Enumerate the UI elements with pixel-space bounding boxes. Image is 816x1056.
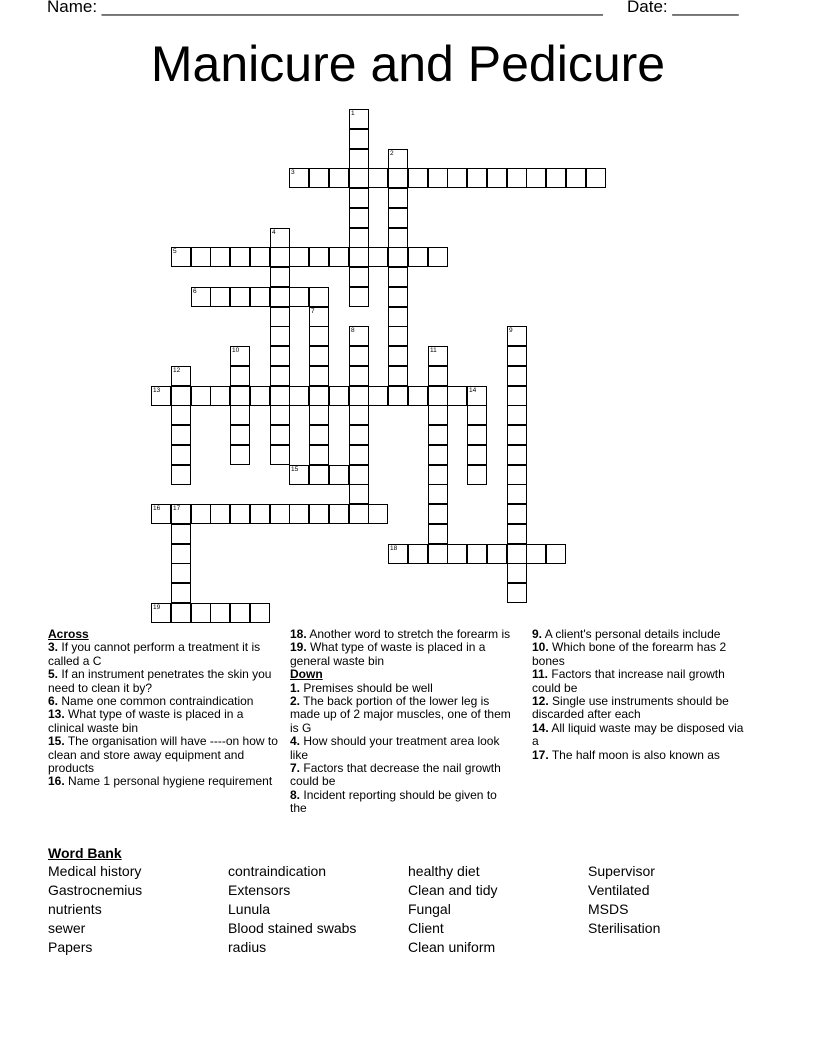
crossword-cell[interactable] bbox=[270, 504, 290, 524]
crossword-cell[interactable] bbox=[507, 583, 527, 603]
word-bank-item: Lunula bbox=[228, 901, 271, 917]
clue-down-9: 9. A client's personal details include bbox=[532, 627, 721, 641]
crossword-cell[interactable] bbox=[388, 228, 408, 248]
word-bank-item: Extensors bbox=[228, 882, 291, 898]
word-bank-item: Blood stained swabs bbox=[228, 920, 357, 936]
crossword-cell[interactable] bbox=[467, 465, 487, 485]
clue-number: 5 bbox=[173, 248, 177, 255]
crossword-cell[interactable] bbox=[289, 386, 309, 406]
crossword-cell[interactable] bbox=[349, 484, 369, 504]
crossword-cell[interactable] bbox=[230, 366, 250, 386]
word-bank-item: Clean uniform bbox=[408, 939, 496, 955]
word-bank-item: contraindication bbox=[228, 863, 327, 879]
crossword-cell[interactable] bbox=[408, 544, 428, 564]
word-bank-item: Papers bbox=[48, 939, 93, 955]
crossword-cell[interactable] bbox=[388, 307, 408, 327]
crossword-cell[interactable] bbox=[526, 168, 546, 188]
crossword-cell[interactable] bbox=[230, 405, 250, 425]
crossword-cell[interactable] bbox=[191, 287, 211, 307]
crossword-cell[interactable] bbox=[171, 445, 191, 465]
crossword-cell[interactable] bbox=[230, 504, 250, 524]
word-bank-item: Medical history bbox=[48, 863, 142, 879]
crossword-cell[interactable] bbox=[329, 386, 349, 406]
crossword-cell[interactable] bbox=[349, 465, 369, 485]
crossword-cell[interactable] bbox=[171, 405, 191, 425]
clue-number: 12 bbox=[173, 367, 181, 374]
crossword-cell[interactable] bbox=[309, 168, 329, 188]
crossword-cell[interactable] bbox=[428, 425, 448, 445]
crossword-cell[interactable] bbox=[349, 386, 369, 406]
word-bank-item: Fungal bbox=[408, 901, 451, 917]
crossword-cell[interactable] bbox=[507, 465, 527, 485]
crossword-cell[interactable] bbox=[349, 267, 369, 287]
down-heading: Down bbox=[290, 667, 323, 682]
clue-number: 8 bbox=[351, 327, 355, 334]
crossword-cell[interactable] bbox=[368, 247, 388, 267]
crossword-cell[interactable] bbox=[270, 445, 290, 465]
crossword-cell[interactable] bbox=[349, 366, 369, 386]
crossword-cell[interactable] bbox=[250, 504, 270, 524]
crossword-cell[interactable] bbox=[408, 386, 428, 406]
crossword-cell[interactable] bbox=[546, 168, 566, 188]
clue-down-1: 1. Premises should be well bbox=[290, 680, 433, 695]
word-bank-item: Sterilisation bbox=[588, 920, 661, 936]
crossword-cell[interactable] bbox=[210, 504, 230, 524]
clue-across-16: 16. Name 1 personal hygiene requirement bbox=[48, 774, 273, 789]
word-bank-item: Clean and tidy bbox=[408, 882, 498, 898]
crossword-cell[interactable] bbox=[428, 168, 448, 188]
crossword-cell[interactable] bbox=[329, 465, 349, 485]
clues-column-1 bbox=[48, 628, 280, 789]
crossword-cell[interactable] bbox=[349, 504, 369, 524]
crossword-cell[interactable] bbox=[230, 346, 250, 366]
crossword-cell[interactable] bbox=[388, 366, 408, 386]
clue-number: 16 bbox=[153, 505, 161, 512]
crossword-cell[interactable] bbox=[349, 425, 369, 445]
clue-number: 14 bbox=[469, 387, 477, 394]
clue-number: 6 bbox=[193, 288, 197, 295]
clue-across-18: 18. Another word to stretch the forearm is bbox=[290, 627, 511, 641]
crossword-cell[interactable] bbox=[230, 247, 250, 267]
crossword-cell[interactable] bbox=[191, 504, 211, 524]
crossword-cell[interactable] bbox=[349, 129, 369, 149]
crossword-cell[interactable] bbox=[191, 386, 211, 406]
crossword-cell[interactable] bbox=[349, 109, 369, 129]
crossword-cell[interactable] bbox=[191, 603, 211, 623]
across-heading: Across bbox=[48, 627, 89, 641]
crossword-cell[interactable] bbox=[428, 504, 448, 524]
crossword-cell[interactable] bbox=[270, 247, 290, 267]
crossword-cell[interactable] bbox=[507, 524, 527, 544]
crossword-cell[interactable] bbox=[428, 386, 448, 406]
date-field[interactable]: Date: _______ bbox=[627, 0, 739, 16]
crossword-cell[interactable] bbox=[230, 445, 250, 465]
clue-down-14: 14. All liquid waste may be disposed via a bbox=[532, 720, 744, 749]
crossword-cell[interactable] bbox=[329, 247, 349, 267]
clue-down-12: 12. Single use instruments should be discarded after each bbox=[532, 694, 729, 722]
crossword-cell[interactable] bbox=[507, 326, 527, 346]
crossword-cell[interactable] bbox=[151, 504, 171, 524]
crossword-cell[interactable] bbox=[210, 287, 230, 307]
word-bank-item: sewer bbox=[48, 920, 86, 936]
crossword-cell[interactable] bbox=[230, 603, 250, 623]
crossword-cell[interactable] bbox=[428, 484, 448, 504]
crossword-cell[interactable] bbox=[270, 307, 290, 327]
name-field[interactable]: Name: _____________________________________________________ bbox=[47, 0, 603, 16]
crossword-cell[interactable] bbox=[171, 524, 191, 544]
crossword-cell[interactable] bbox=[309, 247, 329, 267]
crossword-cell[interactable] bbox=[388, 386, 408, 406]
clue-down-2: 2. The back portion of the lower leg is made up of 2 major muscles, one of them is G bbox=[290, 694, 511, 735]
clue-down-4: 4. How should your treatment area look like bbox=[290, 734, 500, 762]
crossword-cell[interactable] bbox=[309, 346, 329, 366]
crossword-cell[interactable] bbox=[210, 603, 230, 623]
crossword-cell[interactable] bbox=[349, 405, 369, 425]
crossword-cell[interactable] bbox=[507, 405, 527, 425]
crossword-cell[interactable] bbox=[349, 287, 369, 307]
crossword-cell[interactable] bbox=[349, 149, 369, 169]
crossword-cell[interactable] bbox=[487, 168, 507, 188]
crossword-cell[interactable] bbox=[171, 563, 191, 583]
crossword-cell[interactable] bbox=[309, 465, 329, 485]
crossword-cell[interactable] bbox=[230, 386, 250, 406]
clue-number: 4 bbox=[272, 229, 276, 236]
crossword-cell[interactable] bbox=[388, 544, 408, 564]
clue-number: 11 bbox=[430, 347, 437, 354]
crossword-cell[interactable] bbox=[309, 366, 329, 386]
crossword-cell[interactable] bbox=[289, 287, 309, 307]
crossword-cell[interactable] bbox=[270, 228, 290, 248]
crossword-cell[interactable] bbox=[487, 544, 507, 564]
clue-across-19: 19. What type of waste is placed in a general waste bin bbox=[290, 640, 486, 668]
crossword-cell[interactable] bbox=[171, 603, 191, 623]
crossword-cell[interactable] bbox=[171, 386, 191, 406]
crossword-cell[interactable] bbox=[309, 504, 329, 524]
crossword-cell[interactable] bbox=[349, 208, 369, 228]
word-bank-column-4 bbox=[588, 862, 660, 938]
crossword-cell[interactable] bbox=[507, 504, 527, 524]
crossword-cell[interactable] bbox=[171, 583, 191, 603]
crossword-cell[interactable] bbox=[270, 405, 290, 425]
crossword-cell[interactable] bbox=[428, 405, 448, 425]
clue-down-8: 8. Incident reporting should be given to the bbox=[290, 787, 497, 816]
crossword-cell[interactable] bbox=[349, 168, 369, 188]
clue-across-3: 3. If you cannot perform a treatment it is called a C bbox=[48, 640, 261, 668]
crossword-cell[interactable] bbox=[329, 504, 349, 524]
crossword-cell[interactable] bbox=[250, 247, 270, 267]
crossword-cell[interactable] bbox=[408, 168, 428, 188]
clue-down-11: 11. Factors that increase nail growth could be bbox=[532, 667, 725, 695]
crossword-cell[interactable] bbox=[507, 445, 527, 465]
clue-across-6: 6. Name one common contraindication bbox=[48, 694, 254, 709]
crossword-cell[interactable] bbox=[388, 168, 408, 188]
clue-number: 1 bbox=[351, 110, 355, 117]
crossword-cell[interactable] bbox=[270, 386, 290, 406]
crossword-cell[interactable] bbox=[467, 386, 487, 406]
clues-column-3 bbox=[532, 628, 752, 762]
crossword-cell[interactable] bbox=[270, 366, 290, 386]
crossword-cell[interactable] bbox=[171, 247, 191, 267]
crossword-cell[interactable] bbox=[349, 228, 369, 248]
crossword-cell[interactable] bbox=[329, 168, 349, 188]
crossword-cell[interactable] bbox=[428, 445, 448, 465]
word-bank-title: Word Bank bbox=[48, 845, 122, 861]
crossword-cell[interactable] bbox=[151, 603, 171, 623]
clue-number: 13 bbox=[153, 387, 161, 394]
crossword-cell[interactable] bbox=[408, 247, 428, 267]
word-bank-item: nutrients bbox=[48, 901, 102, 917]
crossword-cell[interactable] bbox=[309, 405, 329, 425]
crossword-cell[interactable] bbox=[309, 307, 329, 327]
crossword-cell[interactable] bbox=[507, 425, 527, 445]
crossword-cell[interactable] bbox=[151, 386, 171, 406]
clue-number: 19 bbox=[153, 604, 161, 611]
clue-down-17: 17. The half moon is also known as bbox=[532, 747, 720, 762]
clue-across-13: 13. What type of waste is placed in a clinical waste bin bbox=[48, 707, 244, 735]
word-bank-item: Supervisor bbox=[588, 863, 655, 879]
crossword-cell[interactable] bbox=[230, 425, 250, 445]
crossword-cell[interactable] bbox=[428, 465, 448, 485]
word-bank-item: healthy diet bbox=[408, 863, 480, 879]
crossword-cell[interactable] bbox=[349, 247, 369, 267]
crossword-cell[interactable] bbox=[250, 287, 270, 307]
crossword-cell[interactable] bbox=[428, 346, 448, 366]
clue-number: 10 bbox=[232, 347, 240, 354]
word-bank-item: Gastrocnemius bbox=[48, 882, 143, 898]
crossword-cell[interactable] bbox=[270, 287, 290, 307]
crossword-cell[interactable] bbox=[349, 326, 369, 346]
crossword-cell[interactable] bbox=[289, 465, 309, 485]
crossword-cell[interactable] bbox=[546, 544, 566, 564]
clue-down-7: 7. Factors that decrease the nail growth could be bbox=[290, 761, 501, 789]
clue-number: 9 bbox=[509, 327, 513, 334]
crossword-cell[interactable] bbox=[388, 287, 408, 307]
crossword-cell[interactable] bbox=[309, 425, 329, 445]
crossword-cell[interactable] bbox=[309, 287, 329, 307]
crossword-cell[interactable] bbox=[309, 326, 329, 346]
crossword-cell[interactable] bbox=[507, 366, 527, 386]
crossword-cell[interactable] bbox=[467, 544, 487, 564]
crossword-cell[interactable] bbox=[507, 563, 527, 583]
crossword-cell[interactable] bbox=[191, 247, 211, 267]
crossword-cell[interactable] bbox=[368, 504, 388, 524]
crossword-cell[interactable] bbox=[171, 366, 191, 386]
crossword-cell[interactable] bbox=[388, 188, 408, 208]
crossword-cell[interactable] bbox=[388, 149, 408, 169]
crossword-cell[interactable] bbox=[388, 326, 408, 346]
crossword-cell[interactable] bbox=[270, 326, 290, 346]
crossword-cell[interactable] bbox=[289, 504, 309, 524]
crossword-cell[interactable] bbox=[447, 168, 467, 188]
clue-across-15: 15. The organisation will have ----on how to clean and store away equipment and products bbox=[48, 734, 278, 776]
crossword-cell[interactable] bbox=[388, 267, 408, 287]
crossword-cell[interactable] bbox=[309, 386, 329, 406]
crossword-cell[interactable] bbox=[250, 386, 270, 406]
crossword-cell[interactable] bbox=[270, 267, 290, 287]
crossword-cell[interactable] bbox=[467, 168, 487, 188]
crossword-cell[interactable] bbox=[210, 386, 230, 406]
clue-number: 17 bbox=[173, 505, 181, 512]
clue-number: 7 bbox=[311, 308, 315, 315]
crossword-cell[interactable] bbox=[210, 247, 230, 267]
word-bank-column-1 bbox=[48, 862, 142, 957]
crossword-cell[interactable] bbox=[428, 247, 448, 267]
crossword-cell[interactable] bbox=[467, 445, 487, 465]
word-bank-column-2 bbox=[228, 862, 356, 957]
word-bank-item: MSDS bbox=[588, 901, 629, 917]
crossword-cell[interactable] bbox=[388, 346, 408, 366]
clue-number: 15 bbox=[291, 466, 299, 473]
crossword-cell[interactable] bbox=[171, 465, 191, 485]
crossword-cell[interactable] bbox=[566, 168, 586, 188]
crossword-cell[interactable] bbox=[270, 425, 290, 445]
crossword-cell[interactable] bbox=[447, 544, 467, 564]
crossword-cell[interactable] bbox=[507, 544, 527, 564]
crossword-cell[interactable] bbox=[388, 208, 408, 228]
crossword-cell[interactable] bbox=[428, 524, 448, 544]
crossword-cell[interactable] bbox=[289, 168, 309, 188]
crossword-cell[interactable] bbox=[388, 247, 408, 267]
crossword-cell[interactable] bbox=[526, 544, 546, 564]
clue-across-5: 5. If an instrument penetrates the skin you need to clean it by? bbox=[48, 667, 272, 695]
clue-number: 18 bbox=[390, 545, 398, 552]
word-bank-item: Ventilated bbox=[588, 882, 650, 898]
crossword-cell[interactable] bbox=[270, 346, 290, 366]
crossword-cell[interactable] bbox=[171, 544, 191, 564]
clue-number: 2 bbox=[390, 150, 394, 157]
page-title: Manicure and Pedicure bbox=[150, 36, 666, 92]
crossword-cell[interactable] bbox=[447, 386, 467, 406]
crossword-cell[interactable] bbox=[171, 504, 191, 524]
word-bank-item: radius bbox=[228, 939, 267, 955]
crossword-cell[interactable] bbox=[368, 386, 388, 406]
crossword-cell[interactable] bbox=[230, 287, 250, 307]
crossword-cell[interactable] bbox=[349, 346, 369, 366]
crossword-cell[interactable] bbox=[349, 188, 369, 208]
crossword-cell[interactable] bbox=[171, 425, 191, 445]
crossword-cell[interactable] bbox=[507, 346, 527, 366]
crossword-cell[interactable] bbox=[250, 603, 270, 623]
clues-column-2 bbox=[290, 628, 515, 816]
crossword-cell[interactable] bbox=[428, 366, 448, 386]
word-bank-item: Client bbox=[408, 920, 444, 936]
crossword-cell[interactable] bbox=[507, 168, 527, 188]
clue-number: 3 bbox=[291, 169, 295, 176]
crossword-cell[interactable] bbox=[428, 544, 448, 564]
crossword-cell[interactable] bbox=[507, 386, 527, 406]
crossword-cell[interactable] bbox=[467, 425, 487, 445]
crossword-cell[interactable] bbox=[368, 168, 388, 188]
crossword-cell[interactable] bbox=[289, 247, 309, 267]
crossword-cell[interactable] bbox=[309, 445, 329, 465]
crossword-cell[interactable] bbox=[507, 484, 527, 504]
clue-down-10: 10. Which bone of the forearm has 2 bones bbox=[532, 640, 727, 668]
crossword-cell[interactable] bbox=[467, 405, 487, 425]
crossword-cell[interactable] bbox=[586, 168, 606, 188]
crossword-cell[interactable] bbox=[349, 445, 369, 465]
word-bank-column-3 bbox=[408, 862, 498, 957]
